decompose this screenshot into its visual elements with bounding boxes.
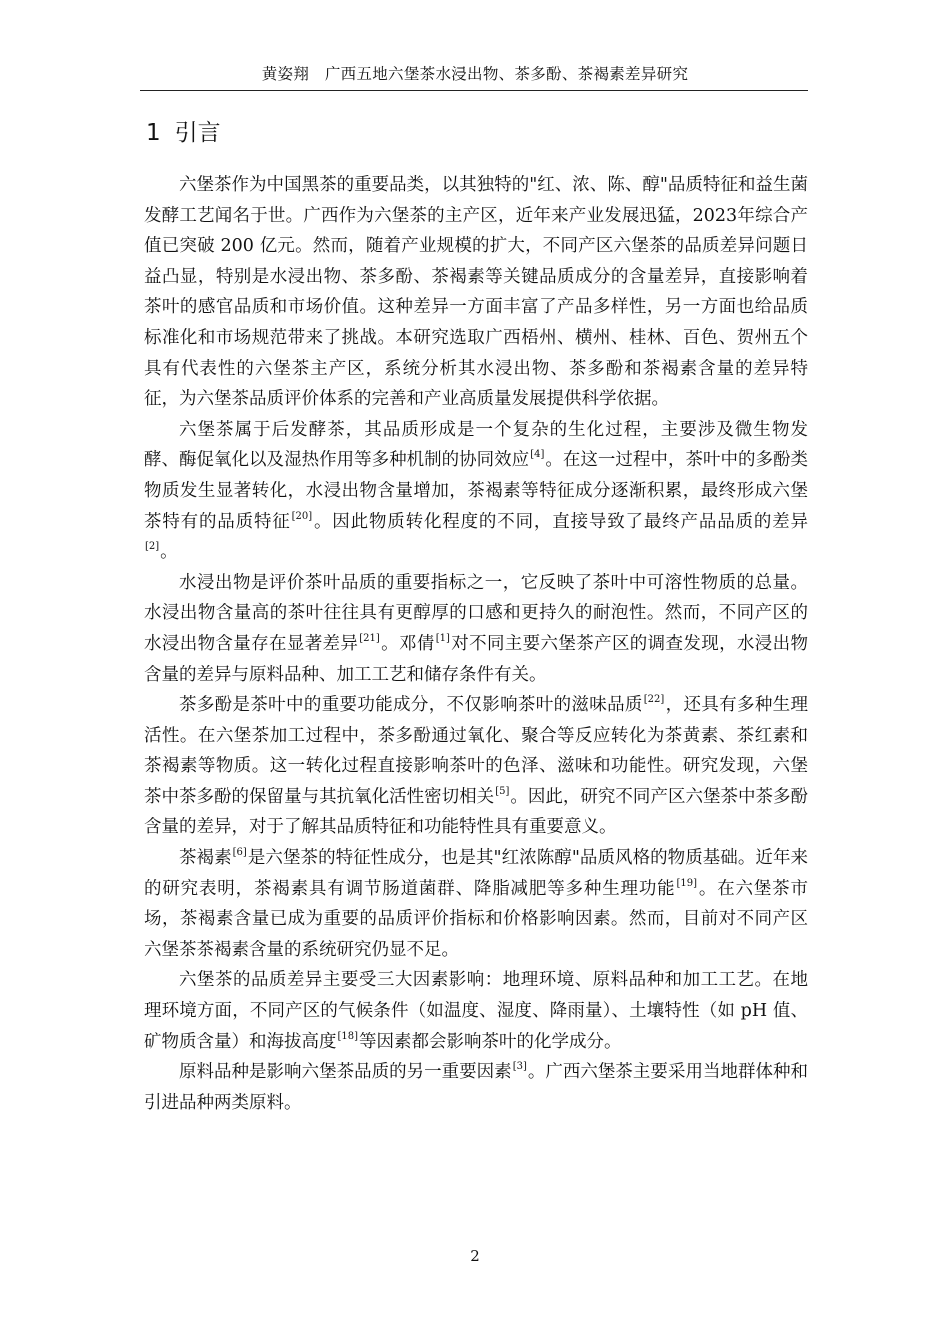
page-number: 2: [470, 1247, 480, 1265]
paragraph: [144, 843, 808, 965]
paragraph-text: 。因此，研究不同产区六堡茶中茶多酚含量的差异，对于了解其品质特征和功能特性具有重要意义。: [144, 786, 809, 838]
paragraph-text: 茶多酚是茶叶中的重要功能成分，不仅影响茶叶的滋味品质: [179, 695, 643, 716]
paragraph-text: 。在六堡茶市场，茶褐素含量已成为重要的品质评价指标和价格影响因素。然而，目前对不同产区六堡茶茶褐素含量的系统研究仍显不足。: [144, 878, 809, 960]
citation-ref: [21]: [359, 632, 380, 644]
citation-ref: [20]: [291, 510, 313, 522]
paragraph: [144, 415, 808, 568]
citation-ref: [6]: [232, 847, 247, 859]
header-title: 广西五地六堡茶水浸出物、茶多酚、茶褐素差异研究: [324, 65, 689, 83]
citation-ref: [18]: [337, 1030, 359, 1042]
section-title: 引言: [174, 120, 221, 146]
paragraph-text: 。因此物质转化程度的不同，直接导致了最终产品品质的差异: [313, 511, 809, 532]
header-author: 黄姿翔: [261, 65, 310, 83]
paragraph-text: 茶褐素: [179, 848, 232, 869]
paragraph-text: 六堡茶属于后发酵茶，其品质形成是一个复杂的生化过程，主要涉及微生物发酵、酶促氧化以及湿热作用等多种机制的协同效应: [144, 419, 808, 471]
paragraph-text: 是六堡茶的特征性成分，也是其"红浓陈醇"品质风格的物质基础。近年来的研究表明，茶褐素具有调节肠道菌群、降脂减肥等多种生理功能: [144, 848, 808, 899]
citation-ref: [3]: [512, 1061, 527, 1073]
paragraph-text: 六堡茶的品质差异主要受三大因素影响：地理环境、原料品种和加工工艺。在地理环境方面，不同产区的气候条件（如温度、湿度、降雨量）、土壤特性（如 pH 值、矿物质含量）和海拔高度: [144, 970, 808, 1052]
citation-ref: [4]: [530, 449, 545, 461]
paragraph: [144, 965, 808, 1057]
paragraph-text: 水浸出物是评价茶叶品质的重要指标之一，它反映了茶叶中可溶性物质的总量。水浸出物含量高的茶叶往往具有更醇厚的口感和更持久的耐泡性。然而，不同产区的水浸出物含量存在显著差异: [144, 572, 808, 654]
citation-ref: [1]: [435, 632, 450, 644]
paragraph-text: 。广西六堡茶主要采用当地群体种和引进品种两类原料。: [144, 1062, 809, 1113]
citation-ref: [22]: [643, 694, 665, 706]
citation-ref: [2]: [145, 541, 160, 553]
body-text: [144, 170, 808, 1118]
paragraph: [144, 568, 808, 690]
paragraph-text: 。: [160, 542, 178, 563]
section-heading: [146, 114, 221, 147]
header-divider: [140, 90, 808, 91]
paragraph-text: ，还具有多种生理活性。在六堡茶加工过程中，茶多酚通过氧化、聚合等反应转化为茶黄素、茶红素和茶褐素等物质。这一转化过程直接影响茶叶的色泽、滋味和功能性。研究发现，六堡茶中茶多酚的保留量与其抗氧化活性密切相关: [144, 695, 809, 807]
paragraph-text: 原料品种是影响六堡茶品质的另一重要因素: [179, 1062, 512, 1083]
paragraph: [144, 170, 808, 415]
paragraph: [144, 1057, 808, 1118]
citation-ref: [19]: [676, 877, 698, 889]
paragraph-text: 六堡茶作为中国黑茶的重要品类，以其独特的"红、浓、陈、醇"品质特征和益生菌发酵工艺闻名于世。广西作为六堡茶的主产区，近年来产业发展迅猛，2023年综合产值已突破 200 亿元。然而，随着产业规模的扩大，不同产区六堡茶的品质差异问题日益凸显，特别是水浸出物、茶多酚、茶褐素等关键品质成分的含量差异，直接影响着茶叶的感官品质和市场价值。这种差异一方面丰富了产品多样性，另一方面也给品质标准化和市场规范带来了挑战。本研究选取广西梧州、横州、桂林、百色、贺州五个具有代表性的六堡茶主产区，系统分析其水浸出物、茶多酚和茶褐素含量的差异特征，为六堡茶品质评价体系的完善和产业高质量发展提供科学依据。: [144, 175, 808, 410]
section-number: 1: [146, 120, 161, 146]
citation-ref: [5]: [495, 785, 510, 797]
paragraph-text: 等因素都会影响茶叶的化学成分。: [359, 1031, 622, 1052]
paragraph-text: 。邓倩: [380, 633, 435, 654]
paragraph: [144, 690, 808, 843]
running-header: [0, 62, 950, 84]
paragraph-text: 对不同主要六堡茶产区的调查发现，水浸出物含量的差异与原料品种、加工工艺和储存条件有关。: [144, 633, 808, 685]
paragraph-text: 。在这一过程中，茶叶中的多酚类物质发生显著转化，水浸出物含量增加，茶褐素等特征成分逐渐积累，最终形成六堡茶特有的品质特征: [144, 450, 809, 532]
